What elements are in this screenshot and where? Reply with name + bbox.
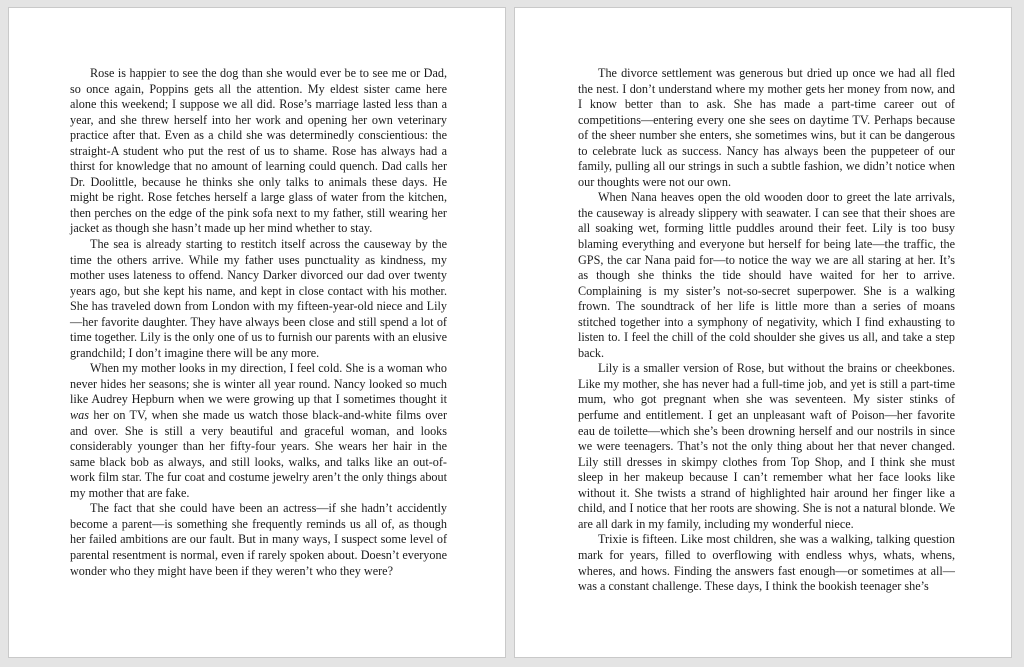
paragraph-text-before: When my mother looks in my direction, I feel cold. She is a woman who never hides her seasons; she is winter all year round. Nancy looked so much like Audrey Hepburn when we were growing up that I sometimes thought it: [70, 361, 447, 407]
paragraph-text-after: her on TV, when she made us watch those black-and-white films over and over. She is still a very beautiful and graceful woman, and looks considerably younger than her fifty-four years. She wears her hair in the same black bob as always, and still looks, walks, and talks like an out-of-work film star. The fur coat and costume jewelry aren’t the only things about my mother that are fake.: [70, 408, 447, 500]
left-page-text: [70, 66, 447, 579]
right-page-text: [578, 66, 955, 595]
paragraph: [70, 361, 447, 501]
paragraph: Lily is a smaller version of Rose, but without the brains or cheekbones. Like my mother, she has never had a full-time job, and yet is still a part-time mum, who got pregnant when she was seventeen. My sister stinks of perfume and entitlement. I get an unpleasant waft of Poison—her favorite eau de toilette—which she’s been drowning herself and our nostrils in since we were teenagers. That’s not the only thing about her that never changed. Lily still dresses in skimpy clothes from Top Shop, and I think she must sleep in her makeup because I can’t remember what her face looks like without it. She twists a strand of highlighted hair around her finger like a child, and I notice that her roots are showing. She is not a natural blonde. We are all dark in my family, including my wonderful niece.: [578, 361, 955, 531]
paragraph: The fact that she could have been an actress—if she hadn’t accidently become a parent—is something she frequently reminds us all of, as though her failed ambitions are our fault. But in many ways, I suspect some level of parental resentment is normal, even if rarely spoken about. Doesn’t everyone wonder who they might have been if they weren’t who they were?: [70, 501, 447, 578]
left-page: [8, 7, 506, 658]
right-page: [514, 7, 1012, 658]
paragraph: Trixie is fifteen. Like most children, she was a walking, talking question mark for years, filled to overflowing with endless whys, whats, whens, wheres, and hows. Finding the answers fast enough—or sometimes at all—was a constant challenge. These days, I think the bookish teenager she’s: [578, 532, 955, 594]
paragraph: When Nana heaves open the old wooden door to greet the late arrivals, the causeway is already slippery with seawater. I can see that their shoes are all soaking wet, forming little puddles around their feet. Lily is too busy blaming everything and everyone but herself for being late—the traffic, the GPS, the car Nana paid for—to notice the way we are all staring at her. It’s as though she thinks the tide should have waited for her to arrive. Complaining is my sister’s not-so-secret superpower. She is a walking frown. The soundtrack of her life is little more than a series of moans stitched together into a symphony of negativity, which I find exhausting to listen to. I feel the chill of the cold shoulder she gives us all, and take a step back.: [578, 190, 955, 360]
paragraph: Rose is happier to see the dog than she would ever be to see me or Dad, so once again, Poppins gets all the attention. My eldest sister came here alone this weekend; I suppose we all did. Rose’s marriage lasted less than a year, and she threw herself into her work and opening her own veterinary practice after that. Even as a child she was determinedly conscientious: the straight-A student who put the rest of us to shame. Rose has always had a thirst for knowledge that no amount of learning could quench. Dad calls her Dr. Doolittle, because he thinks she only talks to animals these days. He might be right. Rose fetches herself a large glass of water from the kitchen, then perches on the edge of the pink sofa next to my father, still wearing her jacket as though she hasn’t made up her mind whether to stay.: [70, 66, 447, 236]
paragraph: The divorce settlement was generous but dried up once we had all fled the nest. I don’t understand where my mother gets her money from now, and I know better than to ask. She has made a part-time career out of competitions—entering every one she sees on daytime TV. Perhaps because of the sheer number she enters, she sometimes wins, but it can be dangerous to celebrate luck as success. Nancy has always been the puppeteer of our family, pulling all our strings in such a subtle fashion, we didn’t notice when our thoughts were not our own.: [578, 66, 955, 189]
emphasized-word: was: [70, 408, 89, 423]
paragraph: The sea is already starting to restitch itself across the causeway by the time the others arrive. While my father uses punctuality as kindness, my mother uses lateness to offend. Nancy Darker divorced our dad over twenty years ago, but she kept his name, and kept in close contact with his mother. She has traveled down from London with my fifteen-year-old niece and Lily—her favorite daughter. They have always been close and still spend a lot of time together. Lily is the only one of us to furnish our parents with an elusive grandchild; I don’t imagine there will be any more.: [70, 237, 447, 360]
